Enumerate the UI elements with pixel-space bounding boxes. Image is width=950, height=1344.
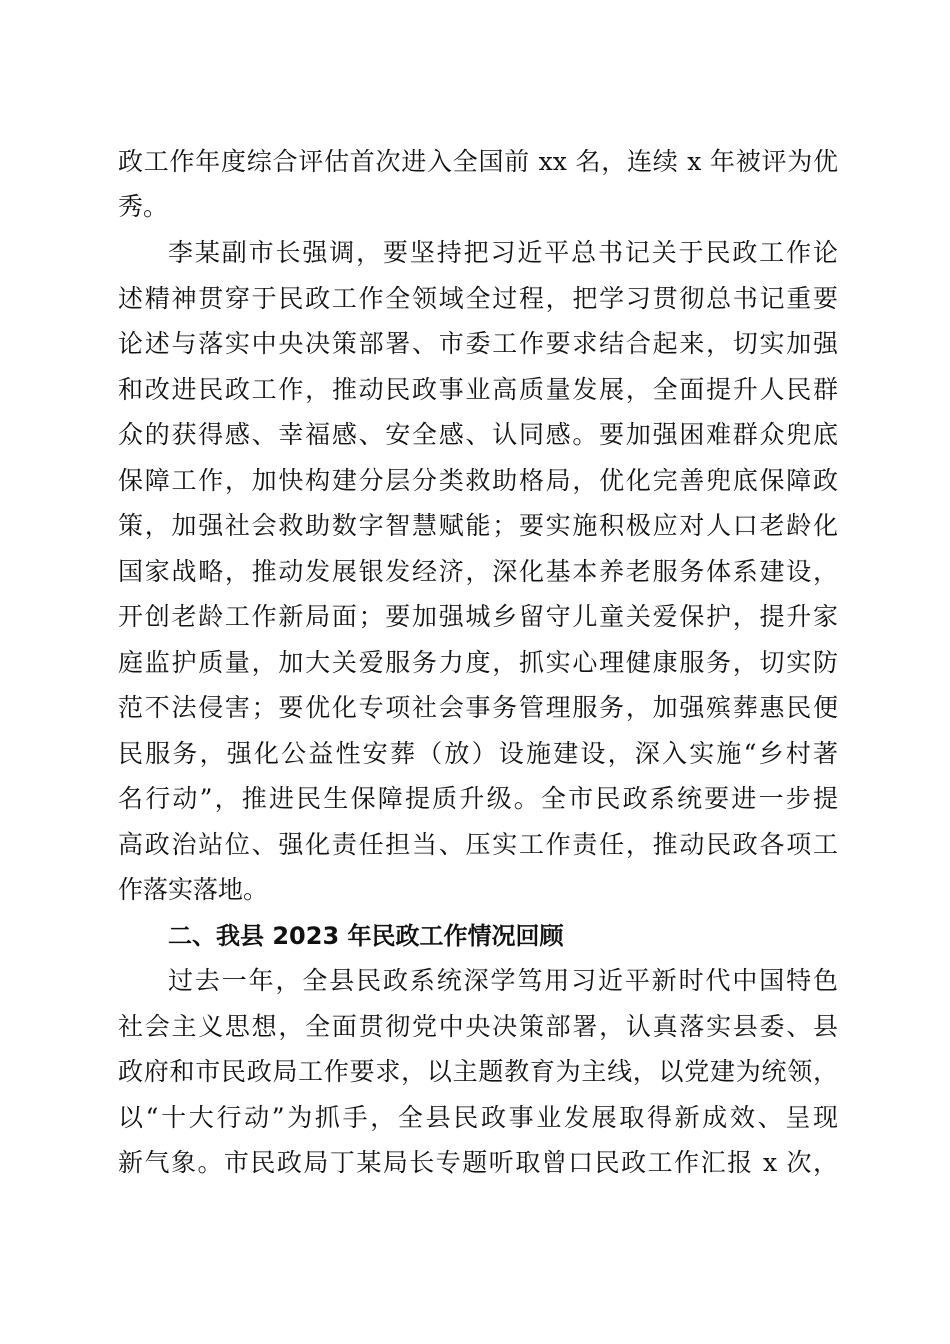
paragraph-2-line-4: 和改进民政工作，推动民政事业高质量发展，全面提升人民群	[118, 375, 838, 404]
paragraph-2-line-10: 庭监护质量，加大关爱服务力度，抓实心理健康服务，切实防	[118, 648, 838, 677]
paragraph-2-line-3: 论述与落实中央决策部署、市委工作要求结合起来，切实加强	[118, 329, 838, 358]
paragraph-2-line-2: 述精神贯穿于民政工作全领域全过程，把学习贯彻总书记重要	[118, 284, 838, 313]
paragraph-2-line-8: 国家战略，推动发展银发经济，深化基本养老服务体系建设，	[118, 557, 838, 586]
paragraph-3-line-2: 社会主义思想，全面贯彻党中央决策部署，认真落实县委、县	[118, 1012, 838, 1041]
paragraph-1-line-2: 秀。	[118, 192, 169, 221]
paragraph-3-line-4: 以“十大行动”为抓手，全县民政事业发展取得新成效、呈现	[118, 1103, 838, 1132]
paragraph-2-line-12: 民服务，强化公益性安葬（放）设施建设，深入实施“乡村著	[118, 739, 838, 768]
paragraph-2-line-6: 保障工作，加快构建分层分类救助格局，优化完善兜底保障政	[118, 466, 838, 495]
paragraph-3-line-3: 政府和市民政局工作要求，以主题教育为主线，以党建为统领，	[118, 1057, 838, 1086]
paragraph-2-line-9: 开创老龄工作新局面；要加强城乡留守儿童关爱保护，提升家	[118, 602, 838, 631]
paragraph-1-line-1: 政工作年度综合评估首次进入全国前 xx 名，连续 x 年被评为优	[118, 147, 838, 176]
paragraph-2-line-5: 众的获得感、幸福感、安全感、认同感。要加强困难群众兜底	[118, 420, 838, 449]
paragraph-2-line-14: 高政治站位、强化责任担当、压实工作责任，推动民政各项工	[118, 830, 838, 859]
section-heading: 二、我县 2023 年民政工作情况回顾	[168, 922, 564, 950]
paragraph-3-line-5: 新气象。市民政局丁某局长专题听取曾口民政工作汇报 x 次，	[118, 1148, 838, 1177]
paragraph-2-line-15: 作落实落地。	[118, 875, 269, 904]
paragraph-2-line-7: 策，加强社会救助数字智慧赋能；要实施积极应对人口老龄化	[118, 511, 838, 540]
paragraph-2-line-11: 范不法侵害；要优化专项社会事务管理服务，加强殡葬惠民便	[118, 693, 838, 722]
paragraph-2-line-1: 李某副市长强调，要坚持把习近平总书记关于民政工作论	[168, 238, 838, 267]
paragraph-3-line-1: 过去一年，全县民政系统深学笃用习近平新时代中国特色	[168, 966, 838, 995]
paragraph-2-line-13: 名行动”，推进民生保障提质升级。全市民政系统要进一步提	[118, 784, 838, 813]
